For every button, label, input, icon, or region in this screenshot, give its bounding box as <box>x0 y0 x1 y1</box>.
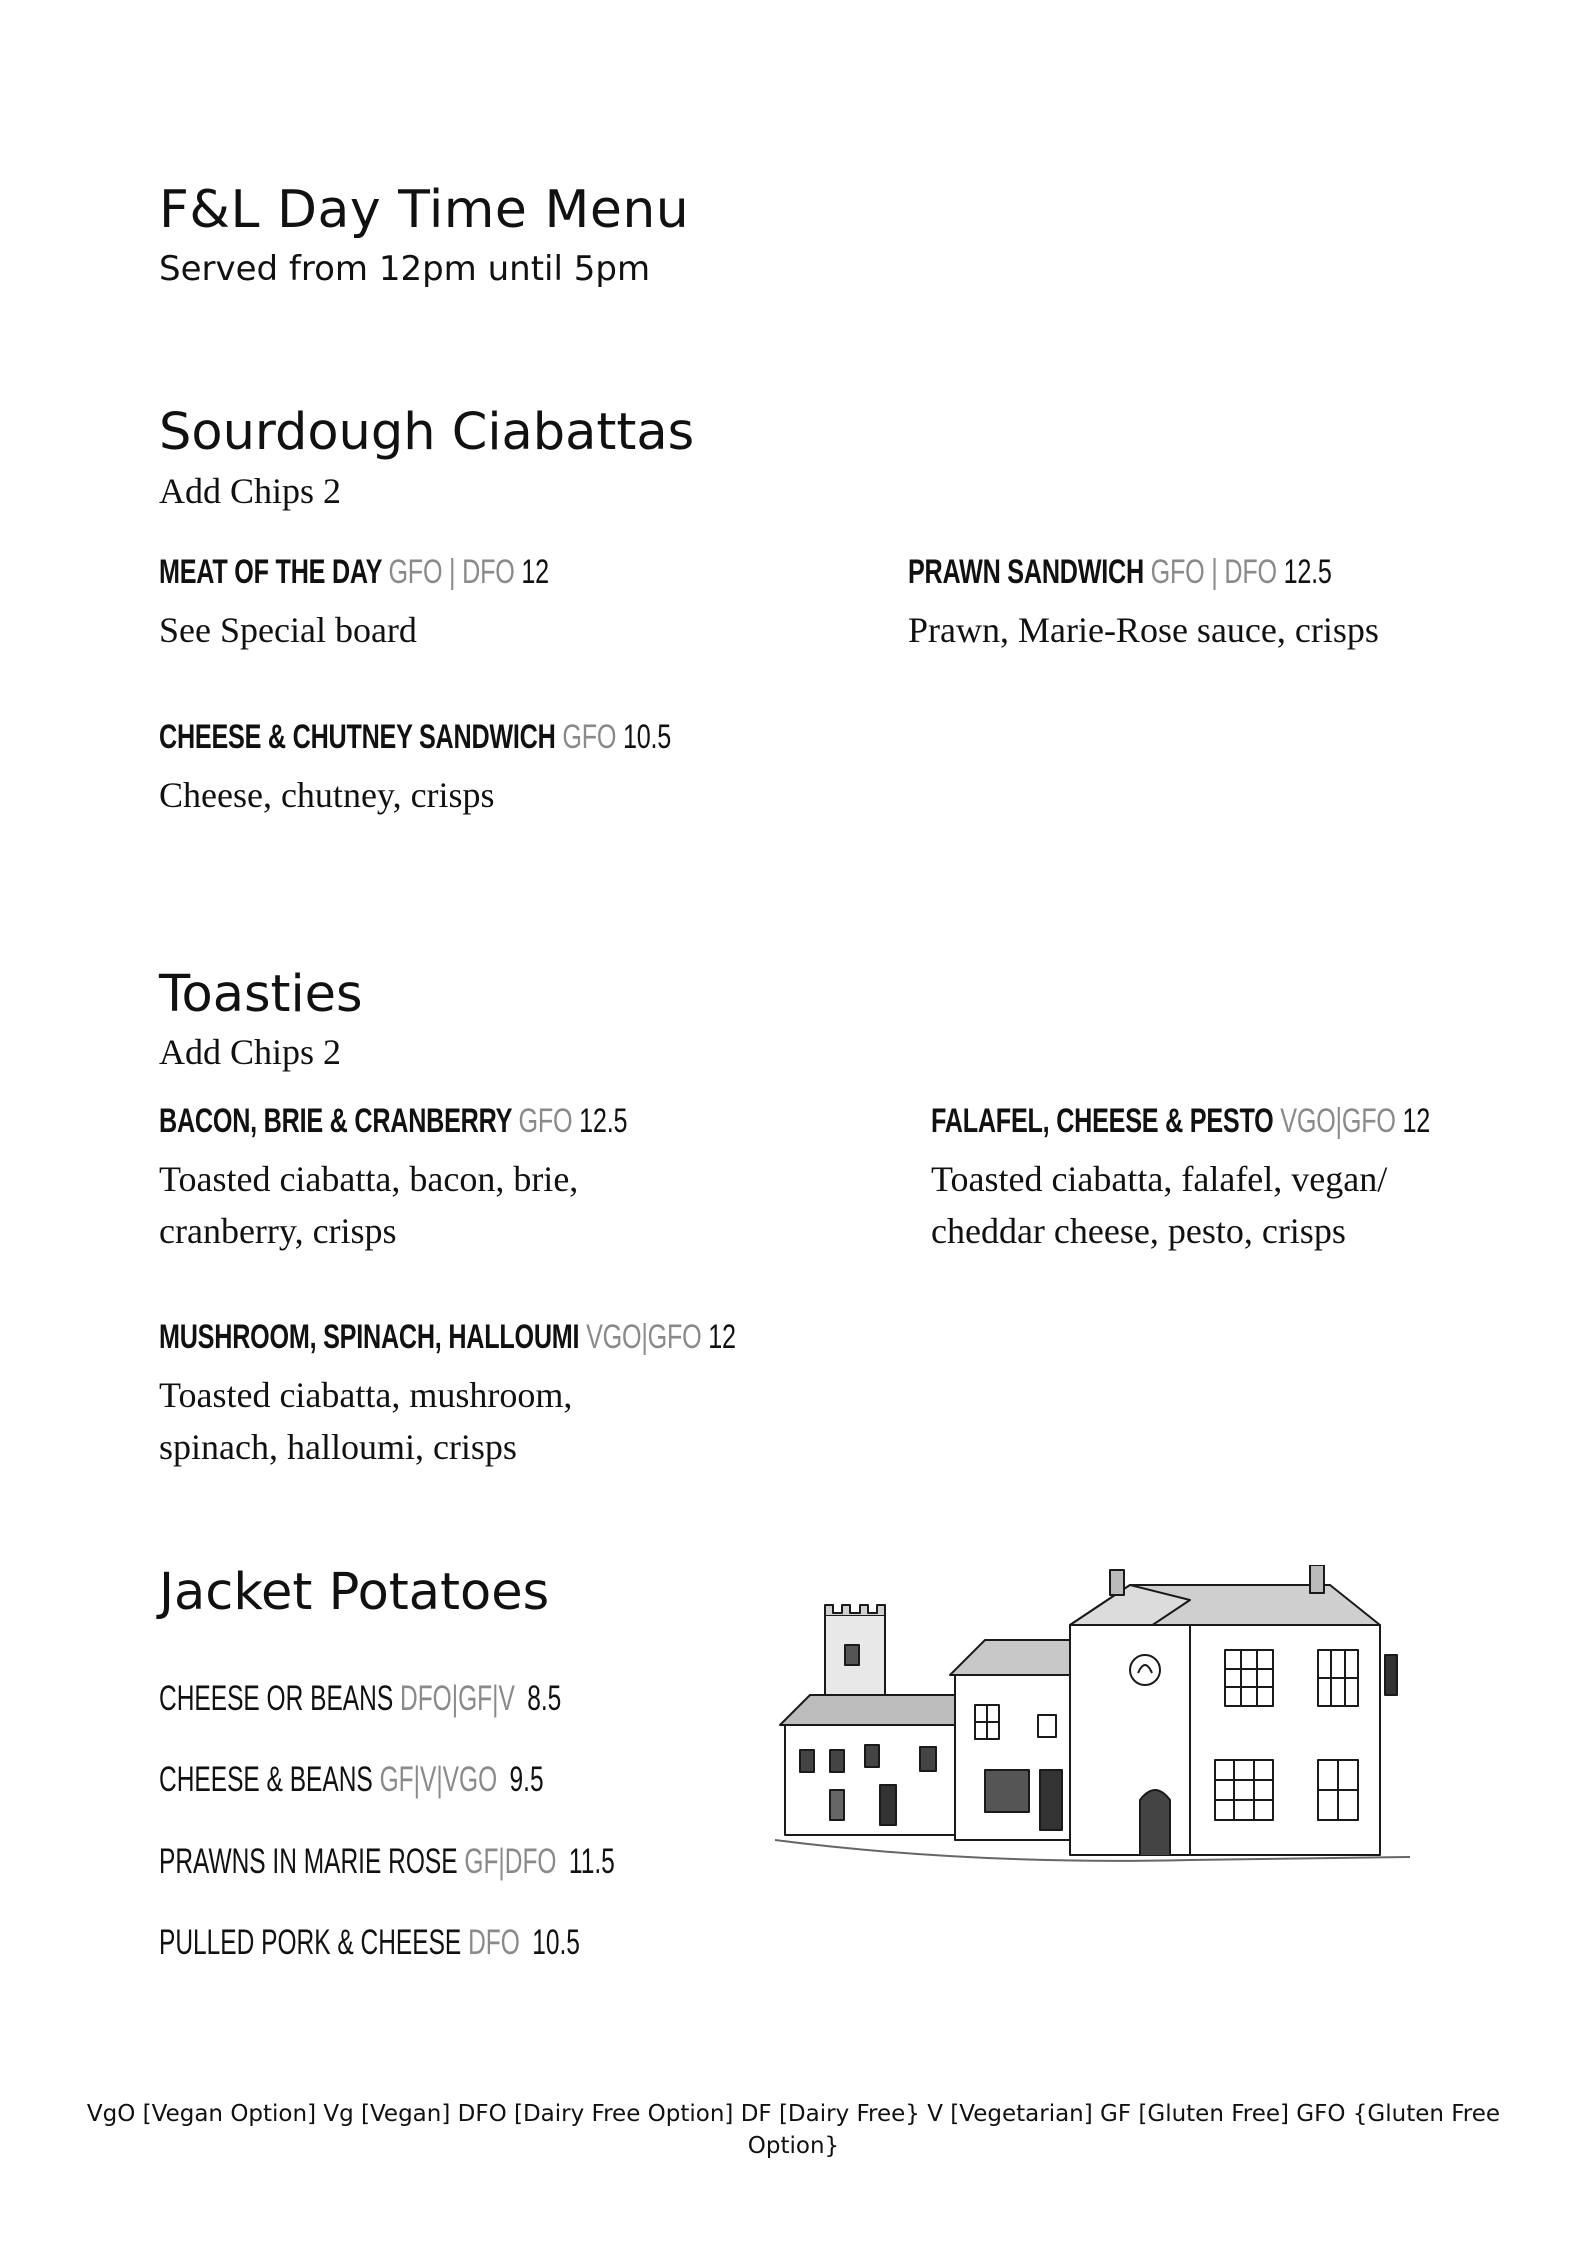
menu-item-pulled-pork-cheese <box>159 1923 580 1963</box>
item-price: 12.5 <box>1283 553 1332 591</box>
section-note-toasties: Add Chips 2 <box>159 1032 342 1072</box>
item-tags: GF|V|VGO <box>379 1760 498 1799</box>
item-price: 12 <box>521 553 549 591</box>
item-tags: GF|DFO <box>464 1842 557 1881</box>
item-name: MEAT OF THE DAY <box>159 553 382 591</box>
item-price: 11.5 <box>568 1842 615 1881</box>
item-description: See Special board <box>159 610 417 650</box>
page-title: F&L Day Time Menu <box>159 180 690 240</box>
section-title-toasties: Toasties <box>159 965 363 1024</box>
item-price: 12 <box>1402 1102 1431 1140</box>
item-name: CHEESE & CHUTNEY SANDWICH <box>159 718 556 756</box>
item-tags: VGO|GFO <box>1280 1102 1396 1140</box>
item-name: BACON, BRIE & CRANBERRY <box>159 1102 512 1140</box>
item-description: Cheese, chutney, crisps <box>159 775 495 815</box>
item-price: 12 <box>708 1318 736 1356</box>
item-description: Toasted ciabatta, mushroom, spinach, halloumi, crisps <box>159 1375 573 1467</box>
page-subtitle: Served from 12pm until 5pm <box>159 249 651 289</box>
menu-item-falafel-cheese-pesto <box>931 1102 1430 1141</box>
item-tags: VGO|GFO <box>586 1318 702 1356</box>
item-price: 12.5 <box>579 1102 628 1140</box>
item-price: 10.5 <box>532 1923 580 1962</box>
item-price: 10.5 <box>622 718 672 756</box>
section-note-ciabattas: Add Chips 2 <box>159 471 342 511</box>
item-tags: DFO <box>468 1923 520 1962</box>
pub-building-sketch-icon <box>770 1565 1430 1905</box>
menu-item-bacon-brie-cranberry <box>159 1102 627 1141</box>
menu-item-prawn-sandwich <box>908 553 1332 592</box>
item-name: PRAWN SANDWICH <box>908 553 1144 591</box>
item-tags: GFO | DFO <box>1150 553 1277 591</box>
menu-item-cheese-chutney-sandwich <box>159 718 671 757</box>
item-name: CHEESE OR BEANS <box>159 1679 394 1718</box>
menu-item-prawns-marie-rose <box>159 1842 615 1882</box>
menu-item-cheese-and-beans <box>159 1760 544 1800</box>
section-title-jackets: Jacket Potatoes <box>159 1563 550 1622</box>
item-name: PRAWNS IN MARIE ROSE <box>159 1842 458 1881</box>
item-description: Toasted ciabatta, bacon, brie, cranberry, crisps <box>159 1159 579 1251</box>
item-tags: GFO <box>518 1102 573 1140</box>
item-name: CHEESE & BEANS <box>159 1760 373 1799</box>
menu-item-meat-of-the-day <box>159 553 549 592</box>
dietary-legend: VgO [Vegan Option] Vg [Vegan] DFO [Dairy Free Option] DF [Dairy Free} V [Vegetarian] GF [Gluten Free] GFO {Gluten Free Option} <box>86 2101 1501 2159</box>
menu-item-cheese-or-beans <box>159 1679 561 1719</box>
item-price: 9.5 <box>509 1760 544 1799</box>
item-name: FALAFEL, CHEESE & PESTO <box>931 1102 1274 1140</box>
item-name: MUSHROOM, SPINACH, HALLOUMI <box>159 1318 580 1356</box>
menu-item-mushroom-spinach-halloumi <box>159 1318 736 1357</box>
item-description: Toasted ciabatta, falafel, vegan/ cheddar cheese, pesto, crisps <box>931 1159 1388 1251</box>
item-description: Prawn, Marie-Rose sauce, crisps <box>908 610 1379 650</box>
section-title-ciabattas: Sourdough Ciabattas <box>159 403 695 462</box>
item-price: 8.5 <box>527 1679 562 1718</box>
item-tags: GFO | DFO <box>388 553 515 591</box>
item-tags: GFO <box>562 718 617 756</box>
item-name: PULLED PORK & CHEESE <box>159 1923 462 1962</box>
item-tags: DFO|GF|V <box>399 1679 515 1718</box>
